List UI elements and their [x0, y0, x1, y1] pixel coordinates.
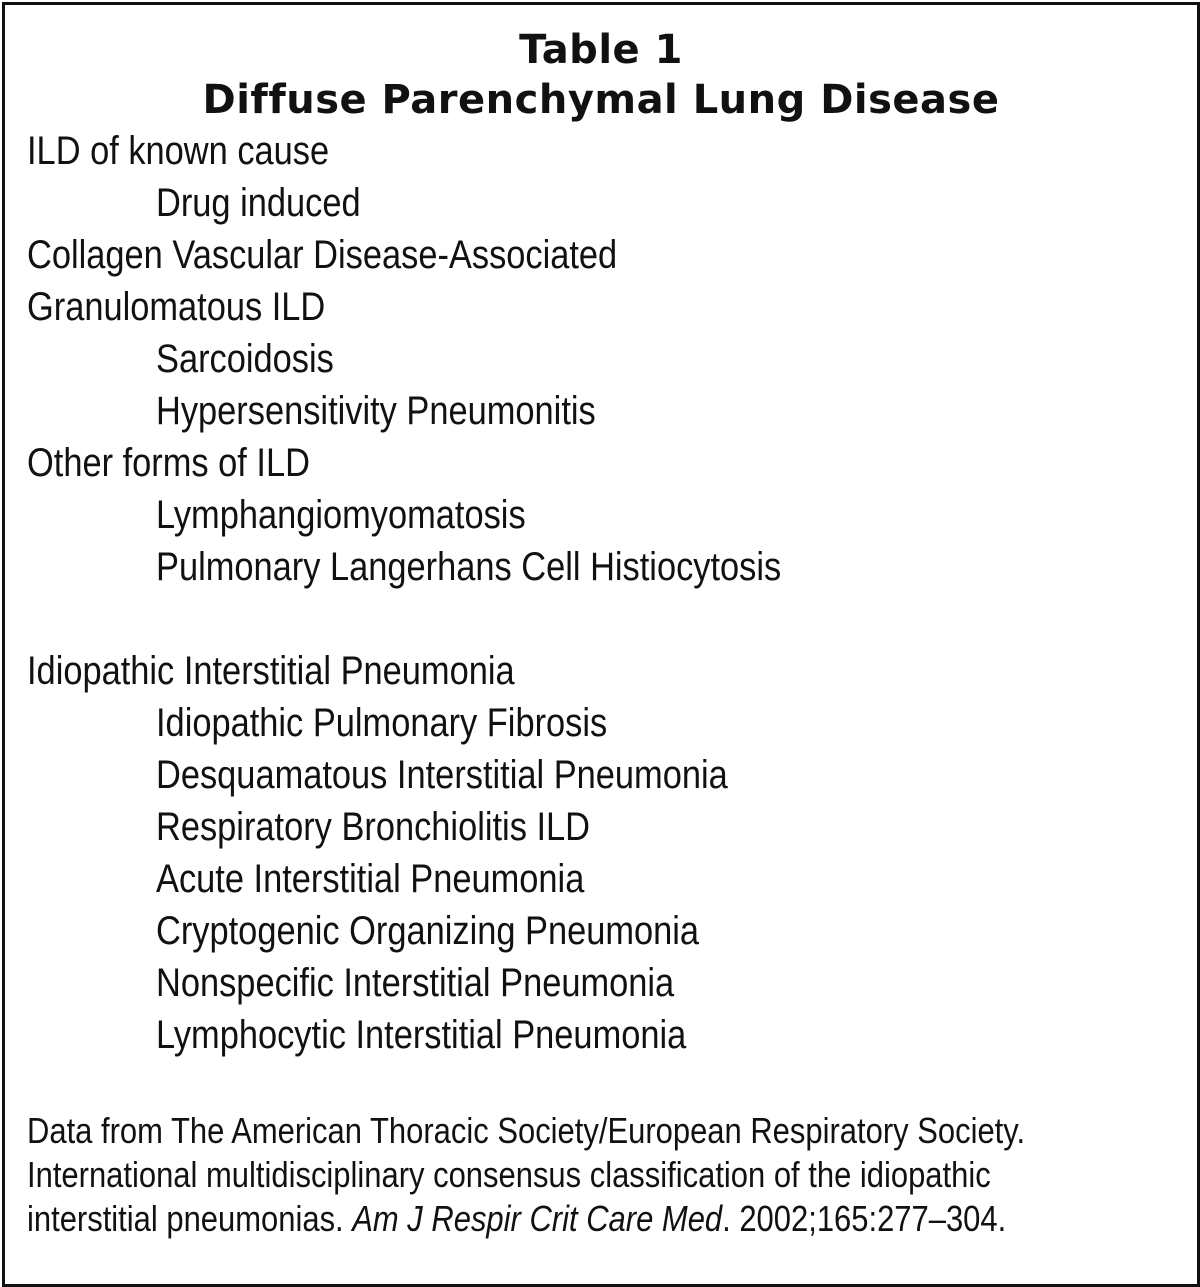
footnote-line-3-start: interstitial pneumonias. [27, 1198, 353, 1239]
subcategory-hypersensitivity: Hypersensitivity Pneumonitis [156, 389, 596, 433]
footnote-line-1: Data from The American Thoracic Society/European Respiratory Society. [27, 1110, 1026, 1151]
classification-list [27, 125, 1177, 1061]
category-other-forms: Other forms of ILD [27, 441, 310, 485]
subcategory-dip: Desquamatous Interstitial Pneumonia [156, 753, 728, 797]
subcategory-lip: Lymphocytic Interstitial Pneumonia [156, 1013, 687, 1057]
subcategory-rb-ild: Respiratory Bronchiolitis ILD [156, 805, 590, 849]
subcategory-drug-induced: Drug induced [156, 181, 361, 225]
category-known-cause: ILD of known cause [27, 129, 330, 173]
table-frame [2, 2, 1200, 1287]
subcategory-cop: Cryptogenic Organizing Pneumonia [156, 909, 700, 953]
table-number: Table 1 [519, 27, 683, 73]
footnote-line-2: International multidisciplinary consensus classification of the idiopathic [27, 1154, 991, 1195]
subcategory-langerhans: Pulmonary Langerhans Cell Histiocytosis [156, 545, 782, 589]
category-idiopathic: Idiopathic Interstitial Pneumonia [27, 649, 515, 693]
list-spacer [27, 593, 1016, 645]
category-granulomatous: Granulomatous ILD [27, 285, 326, 329]
subcategory-aip: Acute Interstitial Pneumonia [156, 857, 585, 901]
source-footnote [27, 1109, 1102, 1241]
subcategory-lymphangiomyomatosis: Lymphangiomyomatosis [156, 493, 526, 537]
journal-name: Am J Respir Crit Care Med [352, 1198, 723, 1239]
footnote-line-3-end: . 2002;165:277–304. [722, 1198, 1007, 1239]
table-title: Diffuse Parenchymal Lung Disease [202, 77, 1000, 123]
table-heading [5, 25, 1197, 125]
subcategory-sarcoidosis: Sarcoidosis [156, 337, 334, 381]
subcategory-ipf: Idiopathic Pulmonary Fibrosis [156, 701, 608, 745]
category-collagen-vascular: Collagen Vascular Disease-Associated [27, 233, 618, 277]
footnote-line-3 [27, 1197, 1102, 1241]
subcategory-nsip: Nonspecific Interstitial Pneumonia [156, 961, 675, 1005]
